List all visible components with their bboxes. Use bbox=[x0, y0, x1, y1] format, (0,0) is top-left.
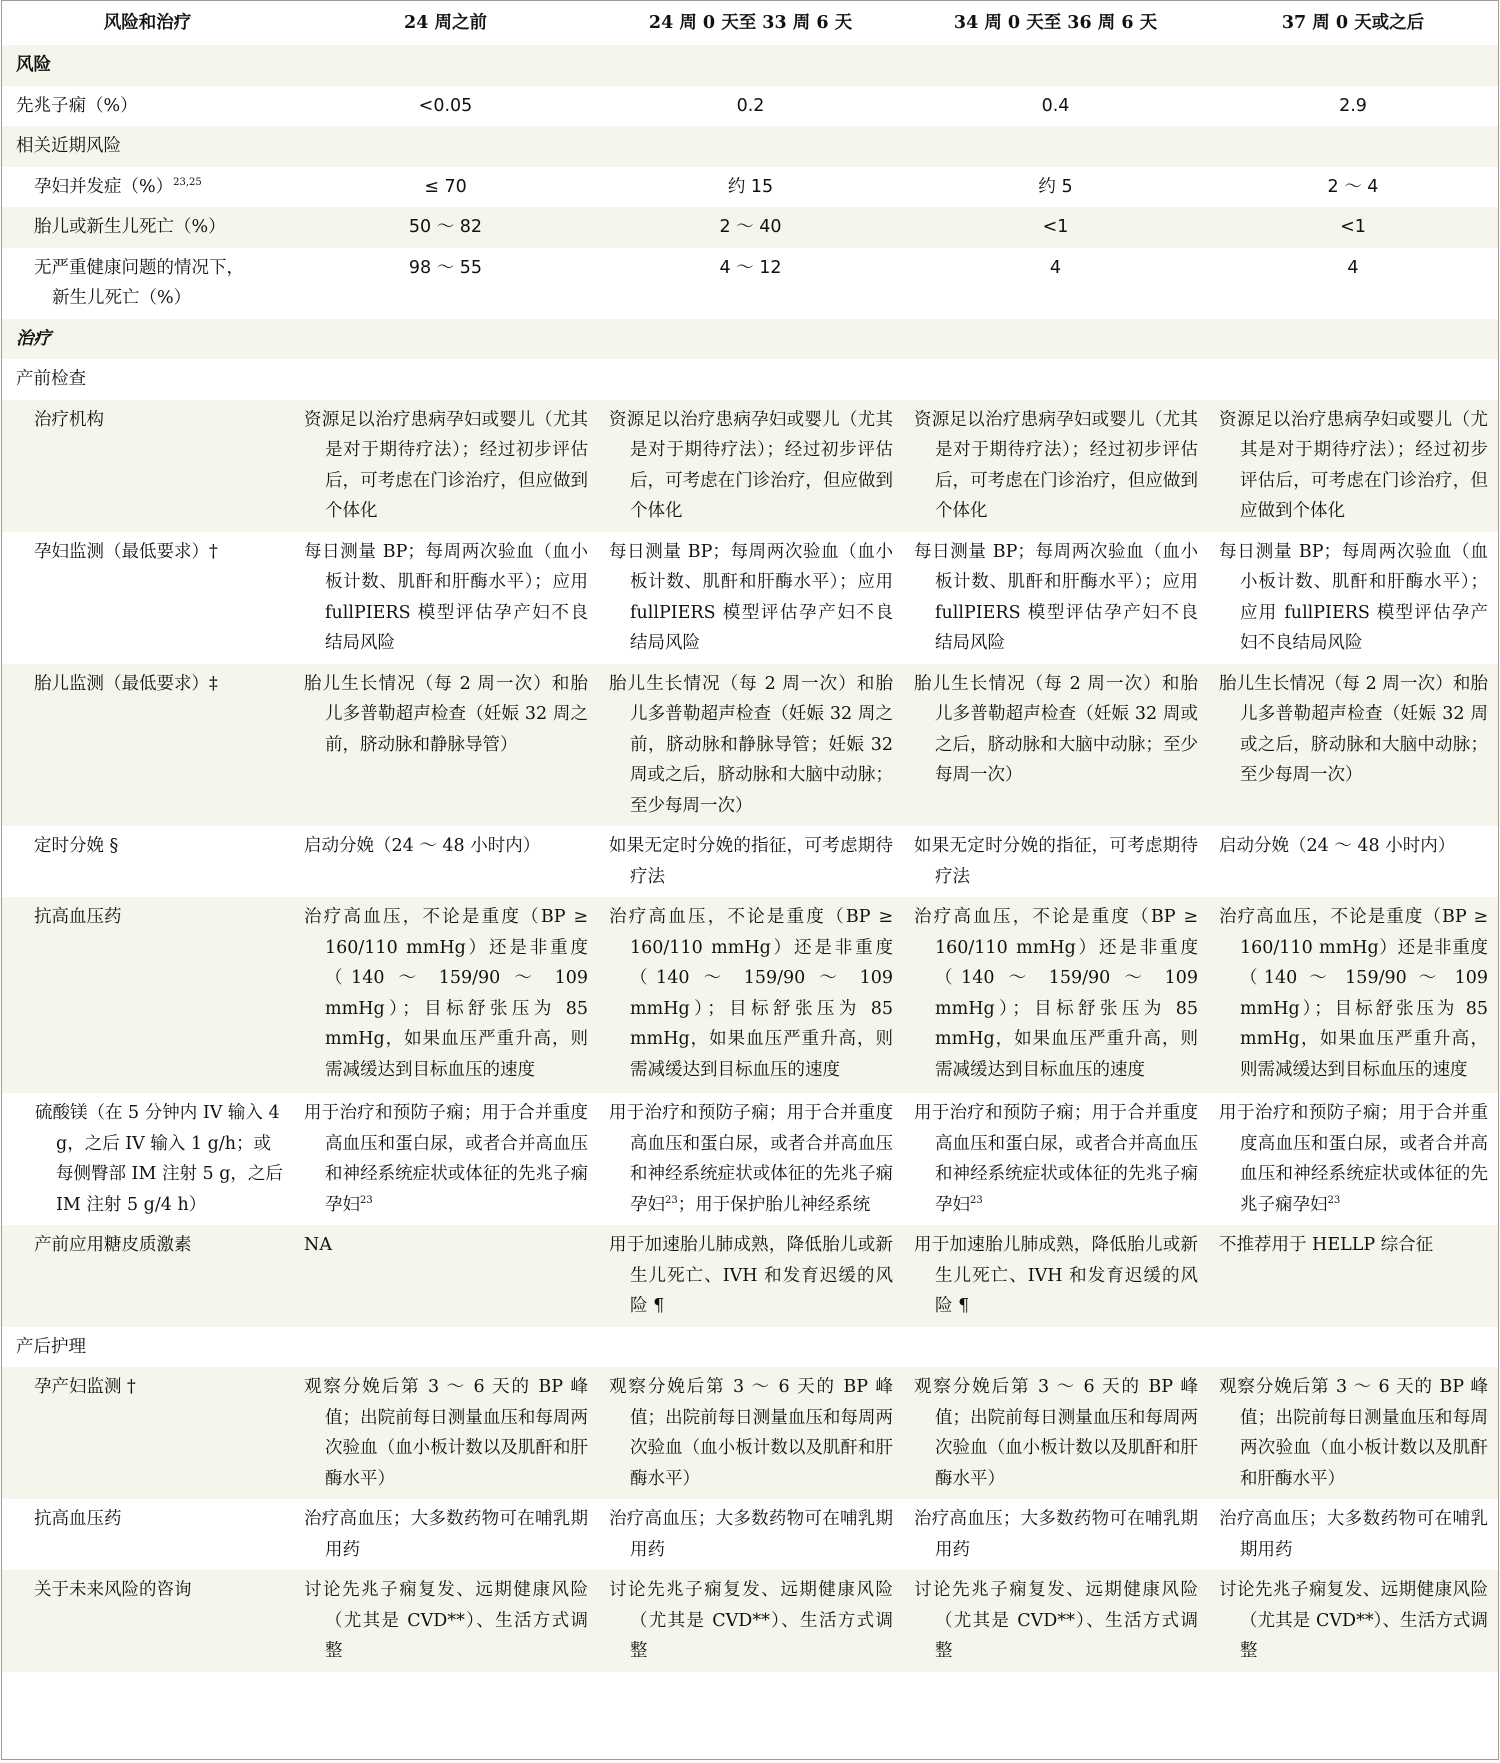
table-cell bbox=[1208, 1093, 1498, 1225]
table-row bbox=[2, 248, 1498, 319]
table-cell bbox=[598, 1093, 903, 1225]
reference-superscript: 23 bbox=[665, 1194, 678, 1206]
table-cell bbox=[903, 1093, 1208, 1225]
cell-text: 资源足以治疗患病孕妇或婴儿（尤其是对于期待疗法）；经过初步评估后，可考虑在门诊治疗，但应做到个体化 bbox=[609, 409, 893, 521]
table-cell: 4 bbox=[1347, 257, 1359, 278]
table-row bbox=[2, 207, 1498, 248]
row-label bbox=[2, 167, 293, 208]
cell-text: 治疗高血压；大多数药物可在哺乳期用药 bbox=[609, 1509, 893, 1560]
column-header: 风险和治疗 bbox=[103, 12, 192, 33]
table-cell: 4 bbox=[1049, 257, 1062, 278]
cell-text: 治疗高血压；大多数药物可在哺乳期用药 bbox=[304, 1509, 588, 1560]
section-row-treatment bbox=[2, 319, 1498, 360]
column-header: 34 周 0 天至 36 周 6 天 bbox=[953, 12, 1158, 33]
row-label-line: 无严重健康问题的情况下， bbox=[34, 257, 244, 278]
table-row bbox=[2, 664, 1498, 827]
table-cell bbox=[903, 1499, 1208, 1570]
cell-text: 启动分娩（24 ～ 48 小时内） bbox=[304, 836, 541, 856]
table-row bbox=[2, 1225, 1498, 1327]
column-header: 37 周 0 天或之后 bbox=[1281, 12, 1425, 33]
table-cell bbox=[1208, 826, 1498, 897]
table-cell: <1 bbox=[1042, 217, 1069, 237]
table-cell: <0.05 bbox=[418, 95, 473, 116]
reference-superscript: 23 bbox=[1327, 1194, 1341, 1206]
section-title: 风险 bbox=[16, 55, 51, 75]
table-cell bbox=[293, 664, 598, 827]
table-cell: 0.4 bbox=[1041, 95, 1070, 116]
column-header: 24 周之前 bbox=[404, 12, 487, 33]
table-cell bbox=[903, 400, 1208, 532]
table-cell bbox=[1208, 897, 1498, 1093]
table-cell bbox=[1208, 664, 1498, 827]
table-header-row bbox=[2, 1, 1498, 45]
table-cell bbox=[903, 897, 1208, 1093]
table-row bbox=[2, 400, 1498, 532]
table-cell bbox=[598, 1367, 903, 1499]
cell-text-extra: ；用于保护胎儿神经系统 bbox=[677, 1194, 871, 1215]
table-cell bbox=[598, 1225, 903, 1327]
section-title: 治疗 bbox=[16, 328, 51, 349]
table-cell bbox=[1208, 1225, 1498, 1327]
cell-text: 用于加速胎儿肺成熟，降低胎儿或新生儿死亡、IVH 和发育迟缓的风险 ¶ bbox=[914, 1235, 1198, 1316]
table-cell bbox=[293, 400, 598, 532]
table-cell bbox=[293, 532, 598, 664]
row-label: 胎儿或新生儿死亡（%） bbox=[34, 217, 226, 237]
row-label bbox=[2, 248, 293, 319]
cell-text: 讨论先兆子痫复发、远期健康风险（尤其是 CVD**）、生活方式调整 bbox=[1219, 1580, 1488, 1661]
table-cell bbox=[1208, 400, 1498, 532]
reference-superscript: 23 bbox=[360, 1194, 373, 1206]
table-row bbox=[2, 86, 1498, 127]
table-cell bbox=[903, 1367, 1208, 1499]
cell-text: 治疗高血压；大多数药物可在哺乳期用药 bbox=[1219, 1509, 1488, 1560]
cell-text: 资源足以治疗患病孕妇或婴儿（尤其是对于期待疗法）；经过初步评估后，可考虑在门诊治疗，但应做到个体化 bbox=[1219, 409, 1488, 521]
subsection-row bbox=[2, 359, 1498, 400]
cell-text: 每日测量 BP；每周两次验血（血小板计数、肌酐和肝酶水平）；应用 fullPIERS 模型评估孕产妇不良结局风险 bbox=[914, 541, 1198, 653]
table-cell bbox=[598, 664, 903, 827]
table-cell: 2 ～ 4 bbox=[1327, 176, 1379, 197]
cell-text bbox=[303, 1098, 588, 1220]
cell-text: 观察分娩后第 3 ～ 6 天的 BP 峰值；出院前每日测量血压和每周两次验血（血小板计数以及肌酐和肝酶水平） bbox=[1219, 1377, 1488, 1489]
risk-treatment-table-container bbox=[1, 0, 1499, 1760]
cell-text-main: 用于治疗和预防子痫；用于合并重度高血压和蛋白尿，或者合并高血压和神经系统症状或体征的先兆子痫孕妇 bbox=[1219, 1103, 1488, 1215]
cell-text: 观察分娩后第 3 ～ 6 天的 BP 峰值；出院前每日测量血压和每周两次验血（血小板计数以及肌酐和肝酶水平） bbox=[914, 1377, 1198, 1489]
row-label: 产前应用糖皮质激素 bbox=[34, 1235, 192, 1255]
table-row bbox=[2, 532, 1498, 664]
row-label: 孕妇监测（最低要求）† bbox=[34, 541, 218, 562]
row-label-cell bbox=[2, 1093, 293, 1225]
table-cell bbox=[1208, 532, 1498, 664]
cell-text: 每日测量 BP；每周两次验血（血小板计数、肌酐和肝酶水平）；应用 fullPIERS 模型评估孕产妇不良结局风险 bbox=[609, 541, 893, 653]
cell-text: 每日测量 BP；每周两次验血（血小板计数、肌酐和肝酶水平）；应用 fullPIERS 模型评估孕产妇不良结局风险 bbox=[304, 541, 588, 653]
cell-text bbox=[608, 1098, 893, 1220]
subsection-title: 产前检查 bbox=[16, 369, 86, 389]
table-cell bbox=[598, 1570, 903, 1672]
risk-treatment-table bbox=[2, 1, 1498, 1672]
table-cell bbox=[293, 1093, 598, 1225]
row-label: 胎儿监测（最低要求）‡ bbox=[34, 673, 218, 694]
cell-text: 治疗高血压，不论是重度（BP ≥ 160/110 mmHg）还是非重度（140 ～ 159/90 ～ 109 mmHg）；目标舒张压为 85 mmHg，如果血压严重升高，则需减缓达到目标血压的速度 bbox=[609, 907, 893, 1080]
column-header: 24 周 0 天至 33 周 6 天 bbox=[648, 12, 853, 33]
table-cell bbox=[598, 532, 903, 664]
cell-text: 每日测量 BP；每周两次验血（血小板计数、肌酐和肝酶水平）；应用 fullPIERS 模型评估孕产妇不良结局风险 bbox=[1219, 541, 1488, 653]
cell-text: 治疗高血压，不论是重度（BP ≥ 160/110 mmHg）还是非重度（140 ～ 159/90 ～ 109 mmHg）；目标舒张压为 85 mmHg，如果血压严重升高，则需减缓达到目标血压的速度 bbox=[914, 907, 1198, 1080]
table-cell: 2.9 bbox=[1339, 95, 1367, 116]
row-label: 先兆子痫（%） bbox=[16, 95, 138, 116]
table-row bbox=[2, 1499, 1498, 1570]
cell-text: 胎儿生长情况（每 2 周一次）和胎儿多普勒超声检查（妊娠 32 周之前，脐动脉和静脉导管） bbox=[304, 673, 588, 755]
subsection-row bbox=[2, 1327, 1498, 1368]
reference-superscript: 23 bbox=[970, 1194, 983, 1206]
cell-text: 治疗高血压；大多数药物可在哺乳期用药 bbox=[914, 1509, 1198, 1560]
cell-text: 观察分娩后第 3 ～ 6 天的 BP 峰值；出院前每日测量血压和每周两次验血（血小板计数以及肌酐和肝酶水平） bbox=[609, 1377, 893, 1489]
table-cell: ≤ 70 bbox=[424, 176, 467, 197]
reference-superscript: 23,25 bbox=[173, 176, 202, 188]
table-cell bbox=[293, 1570, 598, 1672]
table-cell bbox=[903, 1225, 1208, 1327]
table-cell bbox=[293, 826, 598, 897]
table-cell bbox=[1208, 1499, 1498, 1570]
table-row bbox=[2, 826, 1498, 897]
subsection-title: 产后护理 bbox=[16, 1336, 86, 1357]
row-label: 定时分娩 § bbox=[34, 836, 119, 856]
cell-text: 如果无定时分娩的指征，可考虑期待疗法 bbox=[914, 836, 1198, 887]
cell-text: 资源足以治疗患病孕妇或婴儿（尤其是对于期待疗法）；经过初步评估后，可考虑在门诊治疗，但应做到个体化 bbox=[914, 409, 1198, 521]
section-row-risk bbox=[2, 45, 1498, 86]
cell-text: 资源足以治疗患病孕妇或婴儿（尤其是对于期待疗法）；经过初步评估后，可考虑在门诊治疗，但应做到个体化 bbox=[304, 409, 588, 521]
table-cell bbox=[598, 1499, 903, 1570]
table-cell bbox=[598, 826, 903, 897]
row-label: 硫酸镁（在 5 分钟内 IV 输入 4 g，之后 IV 输入 1 g/h；或每侧臀部 IM 注射 5 g，之后 IM 注射 5 g/4 h） bbox=[35, 1103, 283, 1215]
cell-text-main: 用于治疗和预防子痫；用于合并重度高血压和蛋白尿，或者合并高血压和神经系统症状或体征的先兆子痫孕妇 bbox=[304, 1103, 588, 1215]
cell-text: 不推荐用于 HELLP 综合征 bbox=[1219, 1235, 1434, 1255]
cell-text: 观察分娩后第 3 ～ 6 天的 BP 峰值；出院前每日测量血压和每周两次验血（血小板计数以及肌酐和肝酶水平） bbox=[304, 1377, 588, 1489]
cell-text bbox=[1218, 1098, 1488, 1220]
table-row bbox=[2, 897, 1498, 1093]
cell-text: 胎儿生长情况（每 2 周一次）和胎儿多普勒超声检查（妊娠 32 周或之后，脐动脉和大脑中动脉；至少每周一次） bbox=[1219, 673, 1488, 785]
table-cell: 约 5 bbox=[1038, 176, 1073, 197]
cell-text: 启动分娩（24 ～ 48 小时内） bbox=[1219, 836, 1456, 856]
cell-text: 讨论先兆子痫复发、远期健康风险（尤其是 CVD**）、生活方式调整 bbox=[914, 1580, 1198, 1661]
row-label: 治疗机构 bbox=[34, 409, 104, 430]
subsection-row bbox=[2, 126, 1498, 167]
table-cell: 98 ～ 55 bbox=[408, 257, 483, 278]
table-cell bbox=[293, 897, 598, 1093]
row-label: 抗高血压药 bbox=[34, 1509, 122, 1529]
row-label-line: 新生儿死亡（%） bbox=[52, 288, 192, 308]
table-row bbox=[2, 1570, 1498, 1672]
cell-text: 如果无定时分娩的指征，可考虑期待疗法 bbox=[609, 836, 893, 887]
table-cell: <1 bbox=[1340, 217, 1366, 237]
cell-text: 用于加速胎儿肺成熟，降低胎儿或新生儿死亡、IVH 和发育迟缓的风险 ¶ bbox=[609, 1235, 893, 1316]
cell-text: 治疗高血压，不论是重度（BP ≥ 160/110 mmHg）还是非重度（140 ～ 159/90 ～ 109 mmHg）；目标舒张压为 85 mmHg，如果血压严重升高，则需减缓达到目标血压的速度 bbox=[304, 907, 588, 1080]
table-cell bbox=[598, 897, 903, 1093]
table-cell bbox=[293, 1367, 598, 1499]
table-row bbox=[2, 1093, 1498, 1225]
cell-text-main: 用于治疗和预防子痫；用于合并重度高血压和蛋白尿，或者合并高血压和神经系统症状或体征的先兆子痫孕妇 bbox=[914, 1103, 1198, 1215]
table-cell: 约 15 bbox=[727, 176, 774, 197]
cell-text: NA bbox=[304, 1235, 332, 1255]
cell-text: 胎儿生长情况（每 2 周一次）和胎儿多普勒超声检查（妊娠 32 周之前，脐动脉和静脉导管；妊娠 32 周或之后，脐动脉和大脑中动脉；至少每周一次） bbox=[609, 673, 893, 816]
cell-text: 胎儿生长情况（每 2 周一次）和胎儿多普勒超声检查（妊娠 32 周或之后，脐动脉和大脑中动脉；至少每周一次） bbox=[914, 673, 1198, 785]
table-cell: 4 ～ 12 bbox=[719, 257, 782, 278]
table-row bbox=[2, 167, 1498, 208]
row-label: 抗高血压药 bbox=[34, 907, 122, 927]
table-cell bbox=[903, 1570, 1208, 1672]
table-cell bbox=[293, 1225, 598, 1327]
table-cell bbox=[293, 1499, 598, 1570]
table-cell bbox=[903, 664, 1208, 827]
table-cell bbox=[598, 400, 903, 532]
table-cell: 50 ～ 82 bbox=[408, 217, 483, 237]
cell-text bbox=[913, 1098, 1198, 1220]
cell-text-main: 用于治疗和预防子痫；用于合并重度高血压和蛋白尿，或者合并高血压和神经系统症状或体征的先兆子痫孕妇 bbox=[609, 1103, 893, 1215]
subsection-title: 相关近期风险 bbox=[16, 136, 121, 156]
row-label-text: 孕妇并发症（%） bbox=[34, 176, 174, 197]
table-cell: 0.2 bbox=[736, 95, 765, 116]
table-cell bbox=[1208, 1367, 1498, 1499]
table-cell bbox=[903, 532, 1208, 664]
table-cell bbox=[1208, 1570, 1498, 1672]
row-label: 关于未来风险的咨询 bbox=[34, 1580, 192, 1600]
table-cell bbox=[903, 826, 1208, 897]
table-row bbox=[2, 1367, 1498, 1499]
cell-text: 讨论先兆子痫复发、远期健康风险（尤其是 CVD**）、生活方式调整 bbox=[609, 1580, 893, 1661]
cell-text: 治疗高血压，不论是重度（BP ≥ 160/110 mmHg）还是非重度（140 ～ 159/90 ～ 109 mmHg）；目标舒张压为 85 mmHg，如果血压严重升高，则需减缓达到目标血压的速度 bbox=[1219, 907, 1488, 1080]
table-cell: 2 ～ 40 bbox=[719, 217, 782, 237]
cell-text: 讨论先兆子痫复发、远期健康风险（尤其是 CVD**）、生活方式调整 bbox=[304, 1580, 588, 1661]
row-label: 孕产妇监测 † bbox=[34, 1377, 136, 1397]
